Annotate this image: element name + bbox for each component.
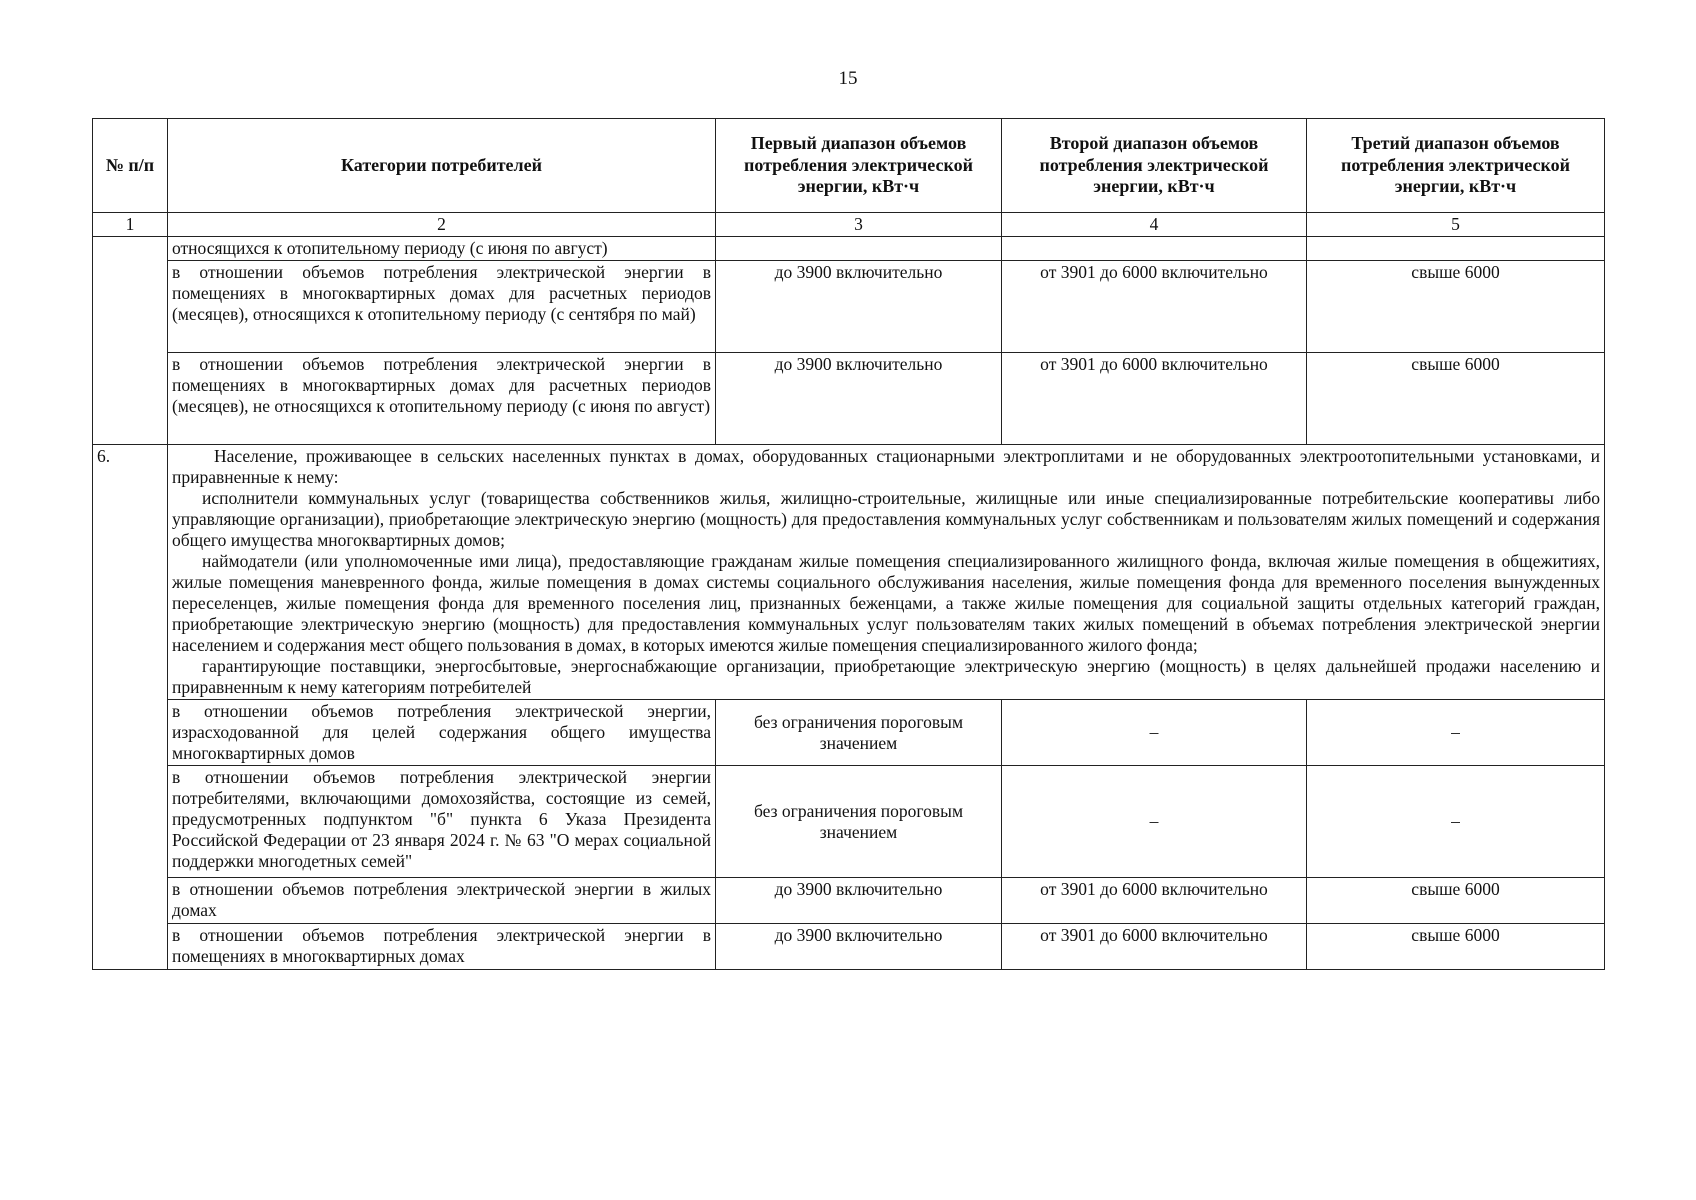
header-range-2: Второй диапазон объемов потребления электрической энергии, кВт·ч [1002, 119, 1307, 213]
range3-cell [1307, 237, 1605, 261]
header-category: Категории потребителей [168, 119, 716, 213]
range2-cell: от 3901 до 6000 включительно [1002, 353, 1307, 445]
tariff-table [92, 118, 1605, 970]
description-paragraph: гарантирующие поставщики, энергосбытовые, энергоснабжающие организации, приобретающие электрическую энергию (мощность) в целях дальнейшей продажи населению и приравненным к нему категориям потребителей [172, 656, 1600, 697]
category-cell: в отношении объемов потребления электрической энергии потребителями, включающими домохозяйства, состоящие из семей, предусмотренных подпунктом "б" пункта 6 Указа Президента Российской Федерации от 23 января 2024 г. № 63 "О мерах социальной поддержки многодетных семей" [168, 766, 716, 878]
column-number: 5 [1307, 213, 1605, 237]
range2-cell: – [1002, 766, 1307, 878]
section-description-row [93, 445, 1605, 700]
category-cell: в отношении объемов потребления электрической энергии в помещениях в многоквартирных домах для расчетных периодов (месяцев), относящихся к отопительному периоду (с сентября по май) [168, 261, 716, 353]
table-row [93, 353, 1605, 445]
page-number: 15 [838, 68, 858, 89]
table-row [93, 700, 1605, 766]
range1-cell [716, 237, 1002, 261]
range3-cell: – [1307, 766, 1605, 878]
range3-cell: – [1307, 700, 1605, 766]
table-row [93, 766, 1605, 878]
range1-cell: без ограничения пороговым значением [716, 700, 1002, 766]
column-number-row [93, 213, 1605, 237]
range3-cell: свыше 6000 [1307, 353, 1605, 445]
header-num: № п/п [93, 119, 168, 213]
description-paragraph: наймодатели (или уполномоченные ими лица), предоставляющие гражданам жилые помещения специализированного жилищного фонда, включая жилые помещения в общежитиях, жилые помещения маневренного фонда, жилые помещения в домах системы социального обслуживания населения, жилые помещения фонда для временного поселения вынужденных переселенцев, жилые помещения фонда для временного поселения лиц, признанных беженцами, а также жилые помещения для социальной защиты отдельных категорий граждан, приобретающие электрическую энергию (мощность) для предоставления коммунальных услуг пользователям таких жилых помещений в объемах потребления электрической энергии населением и содержания мест общего пользования в домах, в которых имеются жилые помещения специализированного жилого фонда; [172, 551, 1600, 655]
range1-cell: до 3900 включительно [716, 878, 1002, 924]
row-number-cell: 6. [93, 445, 168, 970]
range1-cell: до 3900 включительно [716, 261, 1002, 353]
range1-cell: без ограничения пороговым значением [716, 766, 1002, 878]
column-number: 1 [93, 213, 168, 237]
column-number: 3 [716, 213, 1002, 237]
range1-cell: до 3900 включительно [716, 353, 1002, 445]
range2-cell: от 3901 до 6000 включительно [1002, 261, 1307, 353]
description-paragraph: исполнители коммунальных услуг (товарищества собственников жилья, жилищно-строительные, жилищные или иные специализированные потребительские кооперативы либо управляющие организации), приобретающие электрическую энергию (мощность) для предоставления коммунальных услуг собственникам и пользователям жилых помещений и содержания общего имущества многоквартирных домов; [172, 488, 1600, 550]
header-range-3: Третий диапазон объемов потребления электрической энергии, кВт·ч [1307, 119, 1605, 213]
description-paragraph: Население, проживающее в сельских населенных пунктах в домах, оборудованных стационарными электроплитами и не оборудованных электроотопительными установками, и приравненные к нему: [172, 446, 1600, 487]
range3-cell: свыше 6000 [1307, 878, 1605, 924]
category-cell: в отношении объемов потребления электрической энергии, израсходованной для целей содержания общего имущества многоквартирных домов [168, 700, 716, 766]
category-cell: в отношении объемов потребления электрической энергии в жилых домах [168, 878, 716, 924]
range3-cell: свыше 6000 [1307, 261, 1605, 353]
range1-cell: до 3900 включительно [716, 924, 1002, 970]
row-number-cell [93, 237, 168, 445]
category-cell: относящихся к отопительному периоду (с июня по август) [168, 237, 716, 261]
column-number: 2 [168, 213, 716, 237]
header-range-1: Первый диапазон объемов потребления электрической энергии, кВт·ч [716, 119, 1002, 213]
range3-cell: свыше 6000 [1307, 924, 1605, 970]
table-row [93, 261, 1605, 353]
range2-cell [1002, 237, 1307, 261]
category-cell: в отношении объемов потребления электрической энергии в помещениях в многоквартирных домах [168, 924, 716, 970]
column-number: 4 [1002, 213, 1307, 237]
table-row [93, 924, 1605, 970]
table-row [93, 237, 1605, 261]
range2-cell: от 3901 до 6000 включительно [1002, 878, 1307, 924]
table-row [93, 878, 1605, 924]
section-description [168, 445, 1605, 700]
range2-cell: – [1002, 700, 1307, 766]
header-row [93, 119, 1605, 213]
range2-cell: от 3901 до 6000 включительно [1002, 924, 1307, 970]
category-cell: в отношении объемов потребления электрической энергии в помещениях в многоквартирных домах для расчетных периодов (месяцев), не относящихся к отопительному периоду (с июня по август) [168, 353, 716, 445]
